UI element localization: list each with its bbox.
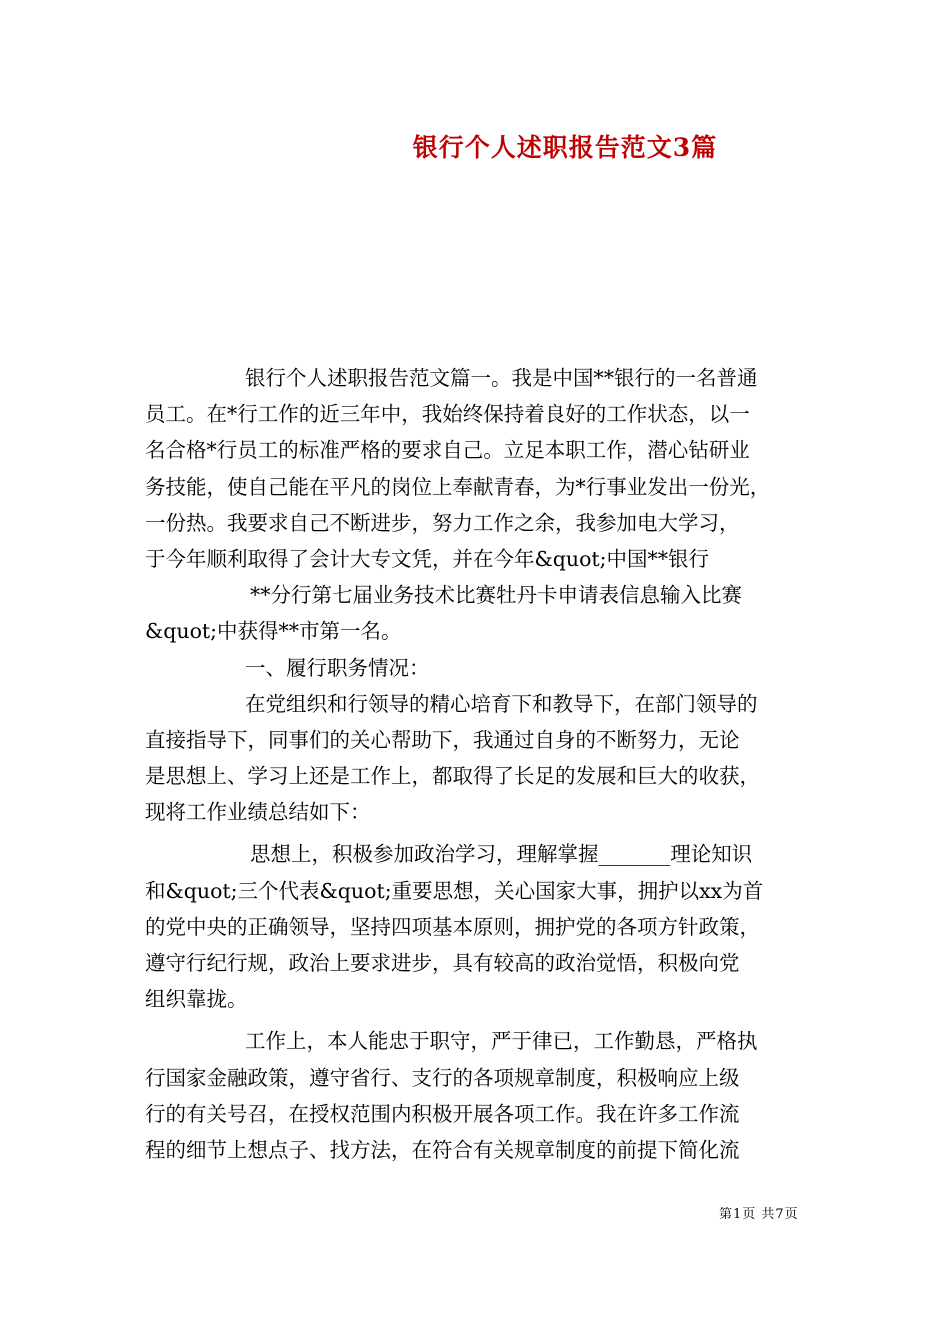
text-line: 行的有关号召，在授权范围内积极开展各项工作。我在许多工作流 <box>145 1101 740 1126</box>
text-line: 名合格*行员工的标准严格的要求自己。立足本职工作，潜心钻研业 <box>145 438 750 463</box>
text-line: 在党组织和行领导的精心培育下和教导下，在部门领导的 <box>245 691 758 716</box>
text-line: 的党中央的正确领导，坚持四项基本原则，拥护党的各项方针政策， <box>145 914 760 939</box>
text-line: &quot;中获得**市第一名。 <box>145 619 402 644</box>
text-line: 直接指导下，同事们的关心帮助下，我通过自身的不断努力，无论 <box>145 727 740 752</box>
text-line: 行国家金融政策，遵守省行、支行的各项规章制度，积极响应上级 <box>145 1065 740 1090</box>
text-line: 员工。在*行工作的近三年中，我始终保持着良好的工作状态，以一 <box>145 402 750 427</box>
text-line: 现将工作业绩总结如下： <box>145 800 371 825</box>
text-line: 于今年顺利取得了会计大专文凭，并在今年&quot;中国**银行 <box>145 546 710 571</box>
document-title: 银行个人述职报告范文3篇 <box>412 133 718 162</box>
text-line: 一份热。我要求自己不断进步，努力工作之余，我参加电大学习， <box>145 510 740 535</box>
text-line: 务技能，使自己能在平凡的岗位上奉献青春，为*行事业发出一份光， <box>145 474 771 499</box>
section-heading: 一、履行职务情况： <box>245 655 430 680</box>
page-footer: 第1页 共7页 <box>719 1207 799 1222</box>
text-line: 组织靠拢。 <box>145 987 248 1012</box>
document-body <box>145 360 825 1168</box>
text-line: 程的细节上想点子、找方法，在符合有关规章制度的前提下简化流 <box>145 1137 740 1162</box>
text-line: 思想上，积极参加政治学习，理解掌握_______理论知识 <box>250 842 753 867</box>
text-line: 和&quot;三个代表&quot;重要思想，关心国家大事，拥护以xx为首 <box>145 878 764 903</box>
text-line: 是思想上、学习上还是工作上，都取得了长足的发展和巨大的收获， <box>145 764 760 789</box>
text-line: 工作上，本人能忠于职守，严于律已，工作勤恳，严格执 <box>245 1029 758 1054</box>
text-line: **分行第七届业务技术比赛牡丹卡申请表信息输入比赛 <box>250 583 742 608</box>
text-line: 银行个人述职报告范文篇一。我是中国**银行的一名普通 <box>245 366 758 390</box>
text-line: 遵守行纪行规，政治上要求进步，具有较高的政治觉悟，积极向党 <box>145 951 740 975</box>
